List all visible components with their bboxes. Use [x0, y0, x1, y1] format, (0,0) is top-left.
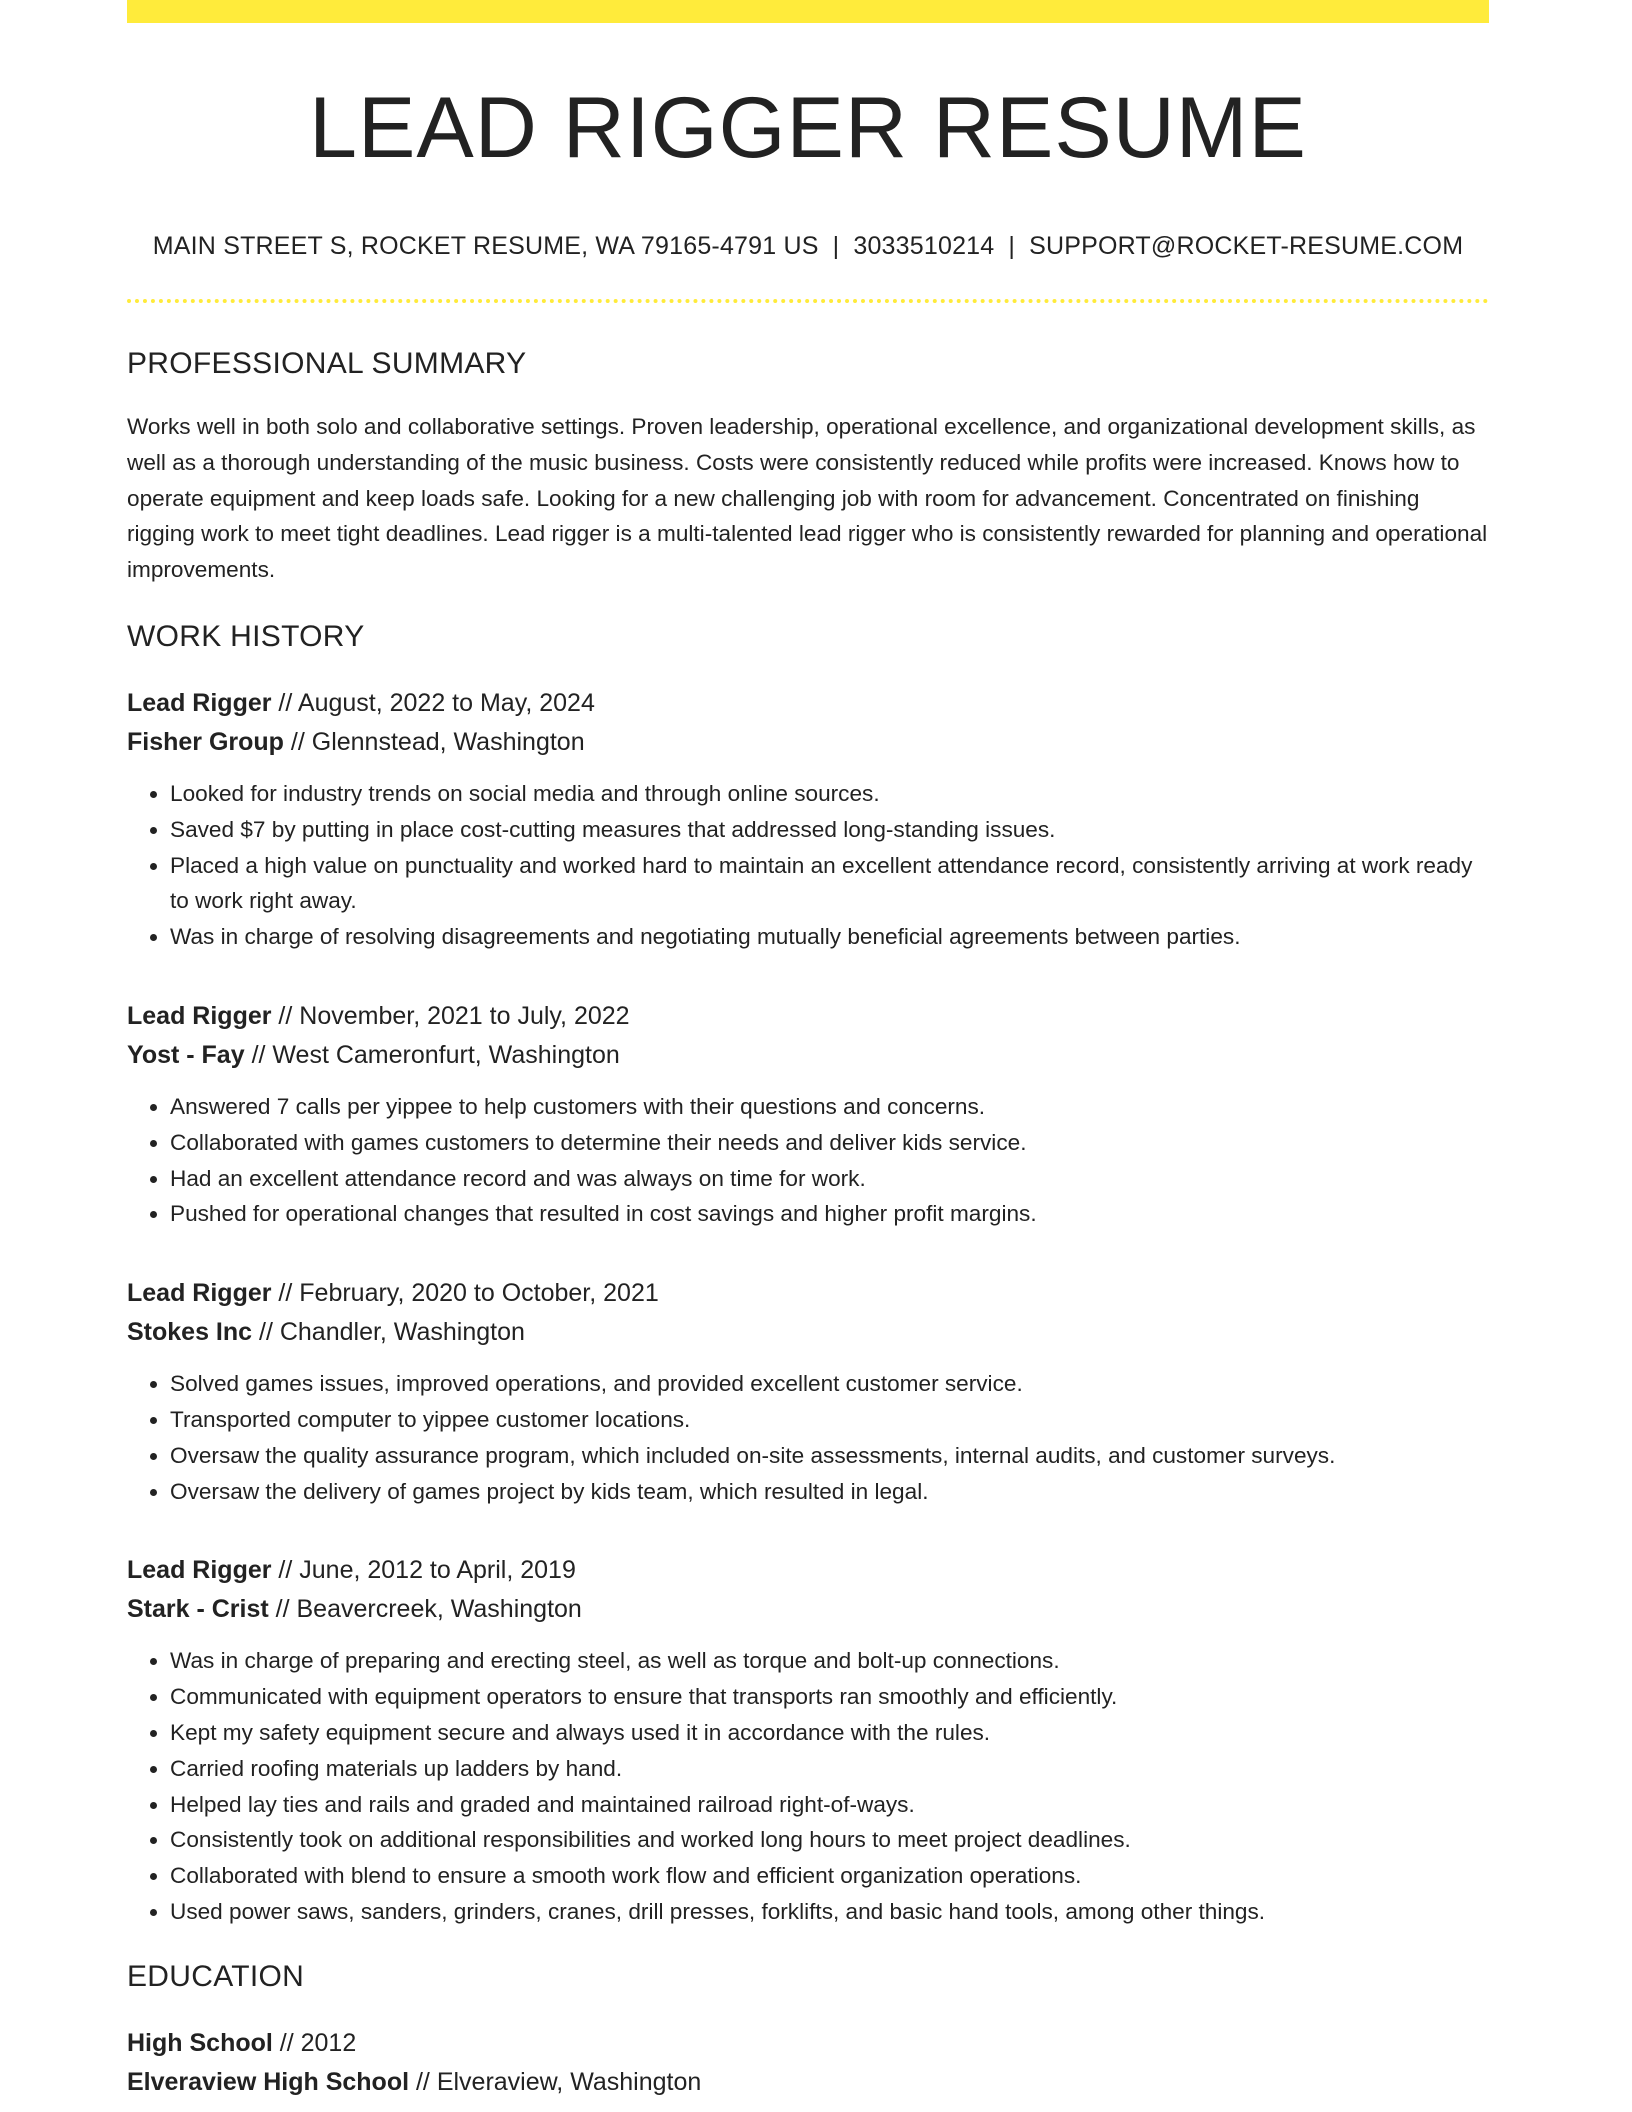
- job-location: // West Cameronfurt, Washington: [244, 1040, 620, 1069]
- education-degree: High School: [127, 2028, 273, 2057]
- job-bullet: • Placed a high value on punctuality and worked hard to maintain an excellent attendance record, consistently arriving at work ready to work right away.: [170, 848, 1489, 920]
- job-bullet: • Pushed for operational changes that resulted in cost savings and higher profit margins.: [170, 1196, 1489, 1232]
- job-title-line: [127, 1551, 1489, 1590]
- job-bullet: • Oversaw the delivery of games project by kids team, which resulted in legal.: [170, 1474, 1489, 1510]
- summary-heading: PROFESSIONAL SUMMARY: [127, 347, 527, 380]
- phone: 3033510214: [853, 232, 995, 260]
- job-company-line: [127, 1313, 1489, 1352]
- address: MAIN STREET S, ROCKET RESUME, WA 79165-4791 US: [152, 232, 819, 260]
- job-entry: [127, 997, 1489, 1232]
- job-title-line: [127, 1274, 1489, 1313]
- job-dates: // February, 2020 to October, 2021: [271, 1279, 659, 1308]
- job-title: Lead Rigger: [127, 688, 272, 717]
- job-dates: // June, 2012 to April, 2019: [271, 1556, 576, 1585]
- job-bullet: • Was in charge of preparing and erecting steel, as well as torque and bolt-up connections.: [170, 1643, 1489, 1679]
- resume-title: LEAD RIGGER RESUME: [309, 80, 1307, 176]
- contact-line: [127, 232, 1489, 261]
- job-company: Stokes Inc: [127, 1318, 253, 1347]
- job-bullet: • Communicated with equipment operators to ensure that transports ran smoothly and efficiently.: [170, 1679, 1489, 1715]
- job-bullet: • Oversaw the quality assurance program, which included on-site assessments, internal audits, and customer surveys.: [170, 1438, 1489, 1474]
- job-company-line: [127, 723, 1489, 762]
- job-bullet: • Had an excellent attendance record and was always on time for work.: [170, 1161, 1489, 1197]
- job-company: Stark - Crist: [127, 1595, 269, 1624]
- job-location: // Chandler, Washington: [252, 1318, 525, 1347]
- separator: |: [1008, 232, 1016, 260]
- job-bullet: • Collaborated with games customers to determine their needs and deliver kids service.: [170, 1125, 1489, 1161]
- job-bullet: • Carried roofing materials up ladders by hand.: [170, 1751, 1489, 1787]
- job-company: Fisher Group: [127, 727, 284, 756]
- job-company-line: [127, 1590, 1489, 1629]
- job-bullet: • Consistently took on additional responsibilities and worked long hours to meet project deadlines.: [170, 1822, 1489, 1858]
- education-year: // 2012: [272, 2028, 357, 2057]
- job-title: Lead Rigger: [127, 1556, 272, 1585]
- education-heading: EDUCATION: [127, 1959, 305, 1993]
- summary-text: Works well in both solo and collaborative settings. Proven leadership, operational excellence, and organizational development skills, as well as a thorough understanding of the music business. Costs were consistently reduced while profits were increased. Knows how to operate equipment and keep loads safe. Looking for a new challenging job with room for advancement. Concentrated on finishing rigging work to meet tight deadlines. Lead rigger is a multi-talented lead rigger who is consistently rewarded for planning and operational improvements.: [127, 414, 1488, 583]
- job-bullet: • Looked for industry trends on social media and through online sources.: [170, 776, 1489, 812]
- job-dates: // November, 2021 to July, 2022: [271, 1001, 630, 1030]
- job-bullets: [127, 1089, 1489, 1232]
- work-history-heading: WORK HISTORY: [127, 619, 365, 653]
- resume-page: [127, 0, 1489, 2102]
- job-bullet: • Solved games issues, improved operations, and provided excellent customer service.: [170, 1366, 1489, 1402]
- job-bullet: • Used power saws, sanders, grinders, cranes, drill presses, forklifts, and basic hand tools, among other things.: [170, 1894, 1489, 1930]
- job-title: Lead Rigger: [127, 1279, 272, 1308]
- job-location: // Beavercreek, Washington: [268, 1595, 582, 1624]
- job-location: // Glennstead, Washington: [283, 727, 585, 756]
- job-bullet: • Was in charge of resolving disagreements and negotiating mutually beneficial agreements between parties.: [170, 919, 1489, 955]
- job-bullet: • Kept my safety equipment secure and always used it in accordance with the rules.: [170, 1715, 1489, 1751]
- education-entry: [127, 2024, 1489, 2102]
- email: SUPPORT@ROCKET-RESUME.COM: [1029, 232, 1464, 260]
- job-entry: [127, 1274, 1489, 1509]
- job-bullet: • Collaborated with blend to ensure a smooth work flow and efficient organization operations.: [170, 1858, 1489, 1894]
- separator: |: [832, 232, 840, 260]
- job-bullet: • Answered 7 calls per yippee to help customers with their questions and concerns.: [170, 1089, 1489, 1125]
- job-bullets: [127, 1643, 1489, 1929]
- job-company: Yost - Fay: [127, 1040, 245, 1069]
- job-title-line: [127, 684, 1489, 723]
- job-dates: // August, 2022 to May, 2024: [271, 688, 595, 717]
- education-school-line: [127, 2063, 1489, 2102]
- job-company-line: [127, 1036, 1489, 1075]
- education-location: // Elveraview, Washington: [409, 2067, 702, 2096]
- job-bullet: • Transported computer to yippee customer locations.: [170, 1402, 1489, 1438]
- job-bullet: • Helped lay ties and rails and graded and maintained railroad right-of-ways.: [170, 1787, 1489, 1823]
- job-bullets: [127, 1366, 1489, 1509]
- job-entry: [127, 684, 1489, 955]
- job-entry: [127, 1551, 1489, 1929]
- job-bullet: • Saved $7 by putting in place cost-cutting measures that addressed long-standing issues.: [170, 812, 1489, 848]
- job-title: Lead Rigger: [127, 1001, 272, 1030]
- education-degree-line: [127, 2024, 1489, 2063]
- education-school: Elveraview High School: [127, 2067, 410, 2096]
- job-title-line: [127, 997, 1489, 1036]
- accent-top-bar: [127, 0, 1489, 23]
- job-bullets: [127, 776, 1489, 955]
- dotted-divider: [127, 299, 1489, 303]
